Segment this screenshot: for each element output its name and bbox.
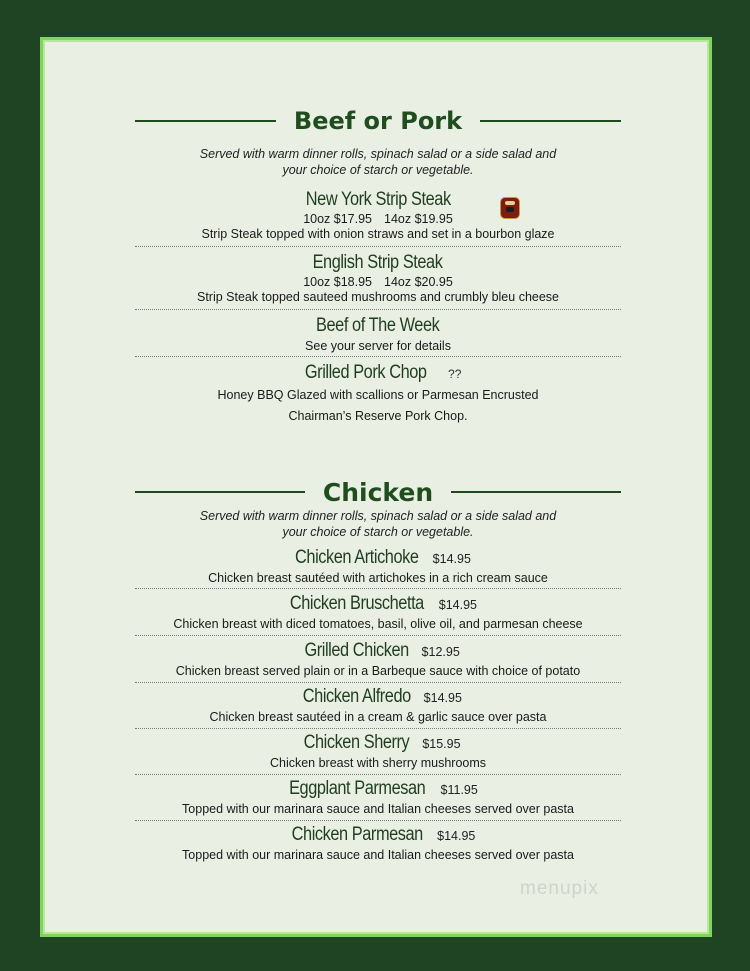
item-price: $14.95 <box>432 552 471 566</box>
item-description: Topped with our marinara sauce and Italian cheeses served over pasta <box>182 848 574 862</box>
item-name: Chicken Sherry <box>304 732 410 753</box>
menu-item-eggplant-parmesan <box>135 777 621 821</box>
item-name: New York Strip Steak <box>305 189 451 210</box>
certified-angus-logo-icon <box>500 197 520 219</box>
header-rule-left <box>135 491 305 493</box>
item-description: Strip Steak topped sauteed mushrooms and crumbly bleu cheese <box>196 290 559 304</box>
intro-line: your choice of starch or vegetable. <box>282 525 474 539</box>
item-name: Eggplant Parmesan <box>289 778 426 799</box>
intro-line: your choice of starch or vegetable. <box>282 163 474 177</box>
item-price: $15.95 <box>422 737 461 751</box>
item-prices <box>135 275 621 289</box>
item-price: 10oz $18.95 <box>303 275 372 289</box>
item-price: 10oz $17.95 <box>303 212 372 226</box>
section-header-beef <box>135 104 621 138</box>
item-name: Chicken Parmesan <box>291 824 423 845</box>
item-price: $11.95 <box>440 783 478 797</box>
item-marker: ?? <box>448 367 462 381</box>
header-rule-right <box>480 120 621 122</box>
menu-item-grilled-chicken <box>135 639 621 683</box>
item-price: 14oz $19.95 <box>384 212 453 226</box>
item-name: English Strip Steak <box>313 252 443 273</box>
item-name: Beef of The Week <box>316 315 440 336</box>
item-description: Chicken breast sautéed in a cream & garlic sauce over pasta <box>209 710 547 724</box>
item-description: Chicken breast with sherry mushrooms <box>269 756 487 770</box>
menu-item-beef-of-week <box>135 314 621 357</box>
menu-item-chicken-bruschetta <box>135 592 621 636</box>
section-title-chicken: Chicken <box>322 477 434 507</box>
menu-item-english-strip <box>135 251 621 310</box>
item-name: Chicken Alfredo <box>302 686 411 707</box>
item-price: $14.95 <box>437 829 476 843</box>
item-description: Strip Steak topped with onion straws and set in a bourbon glaze <box>201 227 555 241</box>
menu-item-chicken-artichoke <box>135 546 621 589</box>
header-rule-left <box>135 120 276 122</box>
item-price: $14.95 <box>438 598 477 612</box>
item-description: Chicken breast sautéed with artichokes in a rich cream sauce <box>208 571 548 585</box>
intro-line: Served with warm dinner rolls, spinach salad or a side salad and <box>199 509 557 523</box>
intro-line: Served with warm dinner rolls, spinach salad or a side salad and <box>199 147 557 161</box>
menu-item-chicken-parmesan <box>135 823 621 866</box>
item-name: Chicken Artichoke <box>295 547 419 568</box>
menu-item-pork-chop <box>135 361 621 425</box>
section-intro-chicken <box>135 508 621 540</box>
item-description: Chairman’s Reserve Pork Chop. <box>288 409 468 423</box>
item-description: Honey BBQ Glazed with scallions or Parmesan Encrusted <box>217 388 539 402</box>
item-name: Grilled Chicken <box>304 640 410 661</box>
item-price: 14oz $20.95 <box>384 275 453 289</box>
menupix-watermark: menupix <box>520 878 599 899</box>
item-price: $14.95 <box>423 691 462 705</box>
menu-item-ny-strip <box>135 188 621 247</box>
section-intro-beef <box>135 146 621 178</box>
item-description: See your server for details <box>305 339 451 353</box>
item-description: Chicken breast with diced tomatoes, basil, olive oil, and parmesan cheese <box>173 617 583 631</box>
item-price: $12.95 <box>421 645 460 659</box>
item-prices <box>135 212 621 226</box>
menu-item-chicken-sherry <box>135 731 621 775</box>
item-name: Chicken Bruschetta <box>289 593 424 614</box>
header-rule-right <box>451 491 621 493</box>
section-title-beef: Beef or Pork <box>293 107 463 135</box>
item-description: Topped with our marinara sauce and Italian cheeses served over pasta <box>182 802 574 816</box>
menu-item-chicken-alfredo <box>135 685 621 729</box>
item-name: Grilled Pork Chop <box>304 362 427 383</box>
menu-page <box>40 37 712 937</box>
section-header-chicken <box>135 475 621 509</box>
item-description: Chicken breast served plain or in a Barbeque sauce with choice of potato <box>175 664 581 678</box>
